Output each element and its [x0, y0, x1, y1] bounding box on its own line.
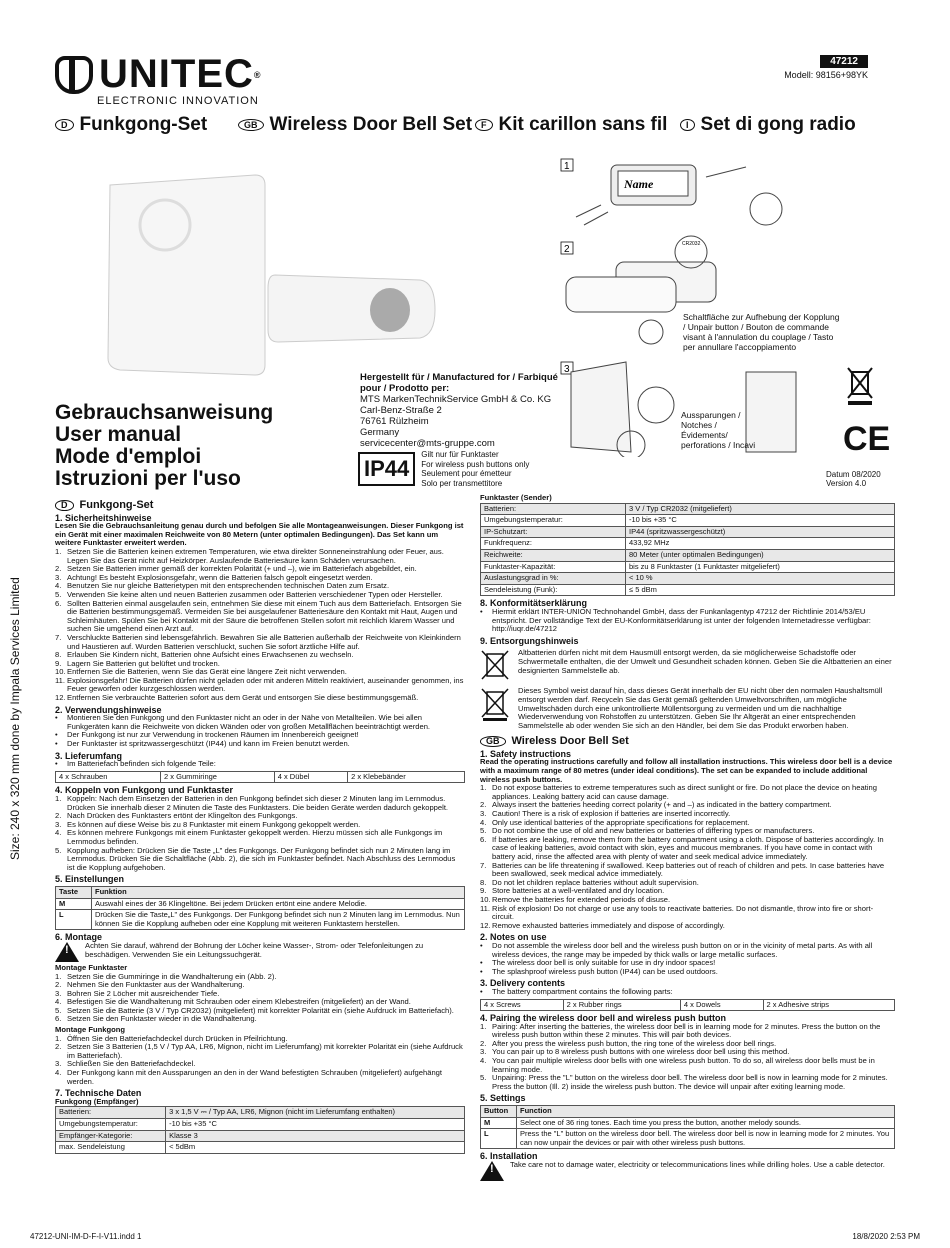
brand-tagline: ELECTRONIC INNOVATION: [97, 95, 259, 107]
pairing-list: [55, 795, 465, 872]
list-item: • Do not assemble the wireless door bell and the wireless push button on or in the vicinity of metal parts. As with all wireless devices, the range may be impeded by thick walls or large metallic surfaces.: [480, 940, 873, 959]
heading: 7. Technische Daten: [55, 1088, 142, 1099]
list-item: 4. You can pair multiple wireless door bells with one wireless push button. To do so, all wireless door bells must be in learning mode.: [480, 1056, 875, 1074]
ip-note: Solo per transmettitore: [421, 478, 503, 488]
list-item: 3. You can pair up to 8 wireless push buttons with one wireless door bell using this method.: [480, 1047, 790, 1057]
ip-note: For wireless push buttons only: [421, 459, 530, 469]
list-item: • Hiermit erklärt INTER-UNION Technohandel GmbH, dass der Funkanlagentyp 47212 der Richtlinie 2014/53/EU entspricht. Der vollständige Text der EU-Konformitätserklärung ist unter der folgenden Internetadresse verfügbar: http://iuqr.de/47212: [480, 606, 871, 634]
lang-badge: F: [475, 119, 493, 131]
contents-table: [480, 999, 895, 1012]
unpair-button-callout: Schaltfläche zur Aufhebung der Kopplung / Unpair button / Bouton de commande visant à l'annulation du couplage / Tasto per annullare l'accoppiamento: [683, 312, 840, 352]
list-item: 8. Erlauben Sie Kindern nicht, Batterien ohne Aufsicht eines Erwachsenen zu wechseln.: [55, 650, 354, 660]
list-item: • Der Funkgong ist nur zur Verwendung in trockenen Räumen im Innenbereich geeignet!: [55, 730, 359, 740]
warning-icon: [55, 942, 79, 962]
table-cell: < 5dBm: [166, 1142, 465, 1154]
lang-title: Kit carillon sans fil: [498, 114, 668, 135]
list-item: 1. Koppeln: Nach dem Einsetzen der Batterien in den Funkgong befindet sich dieser 2 Minuten lang im Lernmodus. Drücken Sie innerhalb dieser 2 Minuten die Taste des Funktasters. Die beiden Geräte werden dadurch gekoppelt.: [55, 794, 449, 812]
list-item: 3. Es können auf diese Weise bis zu 8 Funktaster mit einem Funkgong gekoppelt werden.: [55, 819, 361, 829]
mounting-list: [55, 1035, 465, 1087]
lang-title: Wireless Door Bell Set: [269, 114, 473, 135]
table-cell: 3 V / Typ CR2032 (mitgeliefert): [626, 503, 895, 515]
heading: 8. Konformitätserklärung: [480, 598, 588, 609]
table-cell: L: [481, 1129, 517, 1149]
manufacturer-line: MTS MarkenTechnikService GmbH & Co. KG: [360, 394, 552, 405]
subheading: Montage Funktaster: [55, 962, 128, 972]
subheading: Funkgong (Empfänger): [55, 1096, 139, 1106]
table-cell: 4 x Screws: [481, 999, 564, 1011]
list-item: 5. Unpairing: Press the "L" button on the wireless door bell. The wireless door bell is now in learning mode for 2 minutes. Press the button (Ill. 2) inside the wireless push button. The device will unpair after exiting learning mode.: [480, 1073, 888, 1091]
ip-label: IP44: [358, 452, 415, 486]
table-cell: Umgebungstemperatur:: [481, 515, 626, 527]
list-item: 5. Setzen Sie die Batterie (3 V / Typ CR2032) (mitgeliefert) mit korrekter Polarität ein (siehe Aufdruck im Batteriefach).: [55, 1005, 454, 1015]
manufacturer-info: [360, 372, 560, 449]
warning-text: Achten Sie darauf, während der Bohrung der Löcher keine Wasser-, Strom- oder Telefonleitungen zu beschädigen. Verwenden Sie ein Leitungssuchgerät.: [85, 940, 424, 959]
list-item: 4. Der Funkgong kann mit den Aussparungen an den in der Wand befestigten Schrauben (mitgeliefert) aufgehängt werden.: [55, 1068, 443, 1086]
table-cell: Auswahl eines der 36 Klingeltöne. Bei jedem Drücken ertönt eine andere Melodie.: [92, 898, 465, 910]
list-item: • The splashproof wireless push button (IP44) can be used outdoors.: [480, 966, 718, 976]
table-cell: bis zu 8 Funktaster (1 Funktaster mitgeliefert): [626, 561, 895, 573]
table-cell: M: [56, 898, 92, 910]
reg-mark: ®: [253, 69, 262, 80]
table-cell: Empfänger-Kategorie:: [56, 1130, 166, 1142]
table-cell: Select one of 36 ring tones. Each time you press the button, another melody sounds.: [517, 1117, 895, 1129]
heading: 3. Delivery contents: [480, 978, 566, 989]
section-header: [55, 500, 465, 511]
list-item: • Der Funktaster ist spritzwassergeschützt (IP44) und kann im Freien benutzt werden.: [55, 739, 350, 749]
heading: 5. Einstellungen: [55, 874, 125, 885]
weee-bin-icon: [846, 366, 874, 406]
lang-header-de: [55, 114, 207, 136]
list-item: 2. Nach Drücken des Funktasters ertönt der Klingelton des Funkgongs.: [55, 811, 298, 821]
manufacturer-heading: Hergestellt für / Manufactured for / Farbiqué pour / Prodotto per:: [360, 372, 558, 394]
list-item: 6. Setzen Sie den Funktaster wieder in die Wandhalterung.: [55, 1014, 257, 1024]
ip-notes: [421, 450, 529, 488]
list-item: 3. Achtung! Es besteht Explosionsgefahr, wenn die Batterien falsch gepolt eingesetzt werden.: [55, 572, 373, 582]
model-label: Modell: 98156+98YK: [784, 70, 868, 80]
heading: 5. Settings: [480, 1093, 526, 1104]
table-cell: IP-Schutzart:: [481, 526, 626, 538]
right-column: [480, 494, 895, 1181]
list-item: 11. Risk of explosion! Do not charge or use any tools to reactivate batteries. Do not dismantle, throw into fire or short-circuit.: [480, 903, 874, 922]
safety-list: [55, 548, 465, 703]
heading: 4. Koppeln von Funkgong und Funktaster: [55, 785, 233, 796]
list-item: 10. Remove the batteries for extended periods of disuse.: [480, 894, 671, 904]
weee-disposal-icon: [480, 687, 510, 721]
heading: 4. Pairing the wireless door bell and wireless push button: [480, 1013, 727, 1024]
table-cell: Funkfrequenz:: [481, 538, 626, 550]
table-cell: -10 bis +35 °C: [166, 1119, 465, 1131]
heading: 9. Entsorgungshinweis: [480, 635, 579, 646]
list-item: 1. Do not expose batteries to extreme temperatures such as direct sunlight or fire. Do not place the device on heating appliances. Leaking battery acid can cause damage.: [480, 783, 877, 801]
settings-table: [55, 886, 465, 930]
heading: 2. Notes on use: [480, 932, 547, 943]
figure-number: 1: [564, 161, 570, 172]
list-item: • The wireless door bell is only suitable for use in dry indoor spaces!: [480, 958, 716, 968]
heading: 3. Lieferumfang: [55, 750, 123, 761]
list-item: 4. Befestigen Sie die Wandhalterung mit Schrauben oder einem Klebestreifen (mitgeliefert) an der Wand.: [55, 997, 411, 1007]
warning-text: Take care not to damage water, electricity or telecommunications lines while drilling holes. Use a cable detector.: [510, 1160, 885, 1169]
manufacturer-line: Germany: [360, 427, 400, 438]
list-item: 4. Es können mehrere Funkgongs mit einem Funktaster gekoppelt werden. Hierzu müssen sich alle Funkgongs im Lernmodus befinden.: [55, 828, 443, 846]
table-cell: -10 bis +35 °C: [626, 515, 895, 527]
list-item: 6. If batteries are leaking, remove them from the battery compartment using a cloth. Dispose of batteries accordingly. In case of leaking batteries, avoid contact with skin, eyes and mucous membranes. If you have come in contact with battery acid, rinse the affected area with plenty of water and seek medical advice immediately.: [480, 834, 884, 861]
list-item: 2. Setzen Sie Batterien immer gemäß der korrekten Polarität (+ und –), wie im Batteriefach abgebildet, ein.: [55, 564, 417, 574]
intro-text: Lesen Sie die Gebrauchsanleitung genau durch und befolgen Sie alle Montageanweisungen. Dieser Funkgong ist ein Gerät mit einer maximalen Reichweite von 80 Metern (unter optimalen Bedingungen). Das Set kann um weitere Funktaster erweitert werden.: [55, 521, 464, 548]
notches-callout: Aussparungen / Notches / Évidements/ perforations / Incavi: [681, 410, 756, 450]
list-item: 5. Do not combine the use of old and new batteries or batteries of differing types or manufacturers.: [480, 826, 815, 836]
lang-badge: D: [55, 119, 74, 131]
list-item: 5. Kopplung aufheben: Drücken Sie die Taste „L" des Funkgongs. Der Funkgong befindet sich nun 2 Minuten lang im Lernmodus. Drücken Sie die Schaltfläche (Abb. 2), die sich im Funktaster befindet. Nach Abschluss des Lernmodus ist die Kopplung aufgehoben.: [55, 845, 456, 872]
subheading: Montage Funkgong: [55, 1025, 126, 1035]
heading: 1. Sicherheitshinweise: [55, 512, 152, 523]
table-header: Taste: [56, 886, 92, 898]
list-item: 3. Caution! There is a risk of explosion if batteries are inserted incorrectly.: [480, 809, 731, 819]
list-item: 2. Always insert the batteries heeding correct polarity (+ and –) as indicated in the battery compartment.: [480, 800, 832, 810]
ip-rating: [358, 450, 529, 488]
ce-mark: CE: [843, 420, 891, 458]
table-cell: Sendeleistung (Funk):: [481, 584, 626, 596]
footer-timestamp: 18/8/2020 2:53 PM: [852, 1232, 920, 1241]
table-cell: 2 x Klebebänder: [348, 771, 465, 783]
pairing-list: [480, 1023, 895, 1092]
manual-title: Istruzioni per l'uso: [55, 467, 241, 490]
manual-title: User manual: [55, 423, 182, 446]
list-item: 6. Sollten Batterien einmal ausgelaufen sein, entnehmen Sie diese mit einem Tuch aus dem Batteriefach. Entsorgen Sie die Batterien bestimmungsgemäß. Vermeiden Sie bei ausgelaufener Batteriesäure den Kontakt mit Haut, Augen und Schleimhäuten. Spülen Sie bei Kontakt mit der Säure die betroffenen Stellen sofort mit reichlich klarem Wasser und suchen Sie umgehend einen Arzt auf.: [55, 598, 462, 634]
manufacturer-line: Carl-Benz-Straße 2: [360, 405, 442, 416]
table-cell: Reichweite:: [481, 549, 626, 561]
table-header: Button: [481, 1106, 517, 1118]
disposal-batteries: [480, 649, 895, 683]
table-cell: Funktaster-Kapazität:: [481, 561, 626, 573]
lang-header-it: [680, 114, 856, 136]
name-label: Name: [624, 177, 654, 191]
list-item: 1. Pairing: After inserting the batteries, the wireless door bell is in learning mode for 2 minutes. Press the button on the wireless push button within these 2 minutes. This will pair both devices.: [480, 1021, 881, 1040]
brand-name: UNITEC: [99, 52, 254, 96]
heading: 2. Verwendungshinweise: [55, 704, 162, 715]
list-item: 11. Explosionsgefahr! Die Batterien dürfen nicht geladen oder mit anderen Mitteln reaktiviert, auseinander genommen, ins Feuer geworfen oder kurzgeschlossen werden.: [55, 675, 464, 694]
brand-block: [55, 52, 295, 107]
disposal-text: Dieses Symbol weist darauf hin, dass dieses Gerät innerhalb der EU nicht über den normalen Haushaltsmüll entsorgt werden darf. Recyceln Sie das Gerät gemäß geltenden Umweltvorschriften, um mögliche Umweltschäden durch eine unkontrollierte Müllentsorgung zu vermeiden und um die nachhaltige Wiederverwendung von Rohstoffen zu unterstützen. Geben Sie Ihr Altgerät an einer entsprechenden Sammelstelle ab oder wenden Sie sich an den Händler, bei dem Sie das Produkt erworben haben.: [518, 686, 883, 730]
list-item: 7. Batteries can be life threatening if swallowed. Keep batteries out of reach of children and pets. In case batteries have been swallowed, seek medical advice immediately.: [480, 860, 885, 879]
list-item: 9. Lagern Sie Batterien gut belüftet und trocken.: [55, 658, 220, 668]
contents-table: [55, 771, 465, 784]
table-cell: Drücken Sie die Taste„L" des Funkgongs. Der Funkgong befindet sich nun 2 Minuten lang im Lernmodus. Nun können Sie die Kopplung aufheben oder eine Kopplung mit weiteren Funktastern herstellen.: [92, 910, 465, 930]
list-item: • Montieren Sie den Funkgong und den Funktaster nicht an oder in der Nähe von Metallteilen. Wie bei allen Funkgeräten kann die Reichweite von dicken Wänden oder von großen Metallflächen beeinträchtigt werden.: [55, 713, 431, 731]
model-code: 47212: [820, 55, 868, 68]
list-item: 1. Setzen Sie die Batterien keinen extremen Temperaturen, wie etwa direkter Sonneneinstrahlung oder Feuer, aus. Legen Sie das Gerät nicht auf Heizkörper. Auslaufende Batteriesäure kann Schäden verursachen.: [55, 546, 444, 565]
unitec-logo: [55, 52, 295, 97]
table-header: Funktion: [92, 886, 465, 898]
ip-note: Seulement pour émetteur: [421, 469, 512, 478]
manual-title: Mode d'emploi: [55, 445, 202, 468]
manual-title: Gebrauchsanweisung: [55, 401, 274, 424]
table-cell: Umgebungstemperatur:: [56, 1119, 166, 1131]
warning-block: [55, 942, 465, 962]
mounting-list: [55, 973, 465, 1025]
manufacturer-line: 76761 Rülzheim: [360, 416, 429, 427]
document-date: [826, 470, 881, 488]
table-cell: 2 x Rubber rings: [563, 999, 680, 1011]
usage-list: [55, 714, 465, 748]
figure-number: 2: [564, 244, 570, 255]
ip-note: Gilt nur für Funktaster: [421, 450, 499, 459]
list-item: 8. Do not let children replace batteries without adult supervision.: [480, 877, 699, 887]
safety-list: [480, 784, 895, 930]
heading: 6. Installation: [480, 1151, 538, 1162]
list-item: 1. Öffnen Sie den Batteriefachdeckel durch Drücken in Pfeilrichtung.: [55, 1033, 288, 1043]
disposal-device: [480, 687, 895, 730]
table-cell: Press the "L" button on the wireless door bell. The wireless door bell is now in learning mode for 2 minutes. You can now unpair the devices or pair with other wireless push buttons.: [517, 1129, 895, 1149]
table-cell: Batterien:: [56, 1107, 166, 1119]
manual-titles: [55, 402, 273, 490]
list-item: • The battery compartment contains the following parts:: [480, 986, 673, 996]
table-cell: 3 x 1,5 V ⎓ / Typ AA, LR6, Mignon (nicht im Lieferumfang enthalten): [166, 1107, 465, 1119]
list-item: 3. Schließen Sie den Batteriefachdeckel.: [55, 1059, 196, 1069]
table-cell: < 10 %: [626, 573, 895, 585]
list-item: 7. Verschluckte Batterien sind lebensgefährlich. Bewahren Sie alle Batterien außerhalb der Reichweite von Kleinkindern und Haustieren auf. Wurden Batterien verschluckt, suchen Sie sofort ärztliche Hilfe auf.: [55, 632, 461, 651]
list-item: 9. Store batteries at a well-ventilated and dry location.: [480, 886, 665, 896]
manufacturer-email: servicecenter@mts-gruppe.com: [360, 438, 495, 449]
table-cell: 80 Meter (unter optimalen Bedingungen): [626, 549, 895, 561]
list-item: 2. Nehmen Sie den Funktaster aus der Wandhalterung.: [55, 980, 245, 990]
disposal-text: Altbatterien dürfen nicht mit dem Hausmüll entsorgt werden, da sie möglicherweise Schadstoffe oder Schwermetalle enthalten, die der Umwelt und Gesundheit schaden können. Geben Sie die Altbatterien an einer designierten Sammelstelle ab.: [518, 648, 892, 675]
table-cell: M: [481, 1117, 517, 1129]
footer-file: 47212-UNI-IM-D-F-I-V11.indd 1: [30, 1232, 142, 1241]
table-cell: Klasse 3: [166, 1130, 465, 1142]
print-size-note: Size: 240 x 320 mm done by Impala Services Limited: [8, 577, 22, 860]
list-item: 1. Setzen Sie die Gummiringe in die Wandhalterung ein (Abb. 2).: [55, 971, 277, 981]
version-text: Version 4.0: [826, 479, 867, 488]
date-text: Datum 08/2020: [826, 470, 881, 479]
table-cell: 4 x Dübel: [274, 771, 347, 783]
figure-number: 3: [564, 364, 570, 375]
list-item: 10. Entfernen Sie die Batterien, wenn Sie das Gerät eine längere Zeit nicht verwenden.: [55, 667, 347, 677]
lang-header-fr: [475, 114, 667, 136]
table-cell: max. Sendeleistung: [56, 1142, 166, 1154]
warning-block: [480, 1161, 895, 1181]
lang-badge: GB: [238, 119, 264, 131]
product-image: [100, 170, 440, 380]
heading: 1. Safety instructions: [480, 748, 572, 759]
list-item: 2. After you press the wireless push button, the ring tone of the wireless door bell rings.: [480, 1038, 777, 1048]
lang-badge: D: [55, 500, 74, 511]
list-item: 3. Bohren Sie 2 Löcher mit ausreichender Tiefe.: [55, 988, 220, 998]
table-header: Function: [517, 1106, 895, 1118]
section-header: [480, 736, 895, 747]
section-title: Wireless Door Bell Set: [511, 735, 629, 748]
lang-title: Funkgong-Set: [79, 114, 208, 135]
table-cell: 4 x Dowels: [680, 999, 763, 1011]
list-item: 5. Verwenden Sie keine alten und neuen Batterien zusammen oder Batterien verschiedener Typen oder Hersteller.: [55, 589, 443, 599]
table-cell: 433,92 MHz: [626, 538, 895, 550]
list-item: 2. Setzen Sie 3 Batterien (1,5 V / Typ AA, LR6, Mignon, nicht im Lieferumfang) mit korrekter Polarität ein (siehe Aufdruck im Batteriefach).: [55, 1042, 463, 1060]
list-item: 12. Entfernen Sie verbrauchte Batterien sofort aus dem Gerät und entsorgen Sie diese bestimmungsgemäß.: [55, 693, 419, 703]
lang-header-gb: [238, 114, 472, 136]
lang-title: Set di gong radio: [700, 114, 856, 135]
table-cell: Auslastungsgrad in %:: [481, 573, 626, 585]
battery-disposal-icon: [480, 649, 510, 683]
table-cell: 2 x Adhesive strips: [763, 999, 894, 1011]
german-section: [55, 500, 465, 1154]
usage-list: [480, 942, 895, 976]
table-cell: IP44 (spritzwassergeschützt): [626, 526, 895, 538]
table-cell: L: [56, 910, 92, 930]
table-cell: 4 x Schrauben: [56, 771, 161, 783]
list-item: • Im Batteriefach befinden sich folgende Teile:: [55, 759, 216, 769]
list-item: 4. Only use identical batteries of the appropriate specifications for replacement.: [480, 817, 750, 827]
battery-label: CR2032: [682, 241, 701, 247]
settings-table: [480, 1105, 895, 1149]
lang-badge: I: [680, 119, 695, 131]
subheading: Funktaster (Sender): [480, 493, 552, 502]
intro-text: Read the operating instructions carefully and follow all installation instructions. This wireless door bell is a device with a maximum range of 80 metres (under ideal conditions). The set can be expanded to include additional wireless push buttons.: [480, 757, 893, 784]
transmitter-specs-table: [480, 503, 895, 597]
section-title: Funkgong-Set: [79, 499, 154, 511]
list-item: 12. Remove exhausted batteries immediately and dispose of accordingly.: [480, 920, 725, 930]
table-cell: 2 x Gummiringe: [161, 771, 275, 783]
list-item: 4. Benutzen Sie nur gleiche Batterietypen mit den entsprechenden technischen Daten zum Ersatz.: [55, 581, 390, 591]
heading: 6. Montage: [55, 932, 103, 943]
receiver-specs-table: [55, 1106, 465, 1153]
table-cell: ≤ 5 dBm: [626, 584, 895, 596]
unitec-logo-icon: [55, 56, 93, 94]
lang-badge: GB: [480, 736, 506, 747]
table-cell: Batterien:: [481, 503, 626, 515]
warning-icon: [480, 1161, 504, 1181]
